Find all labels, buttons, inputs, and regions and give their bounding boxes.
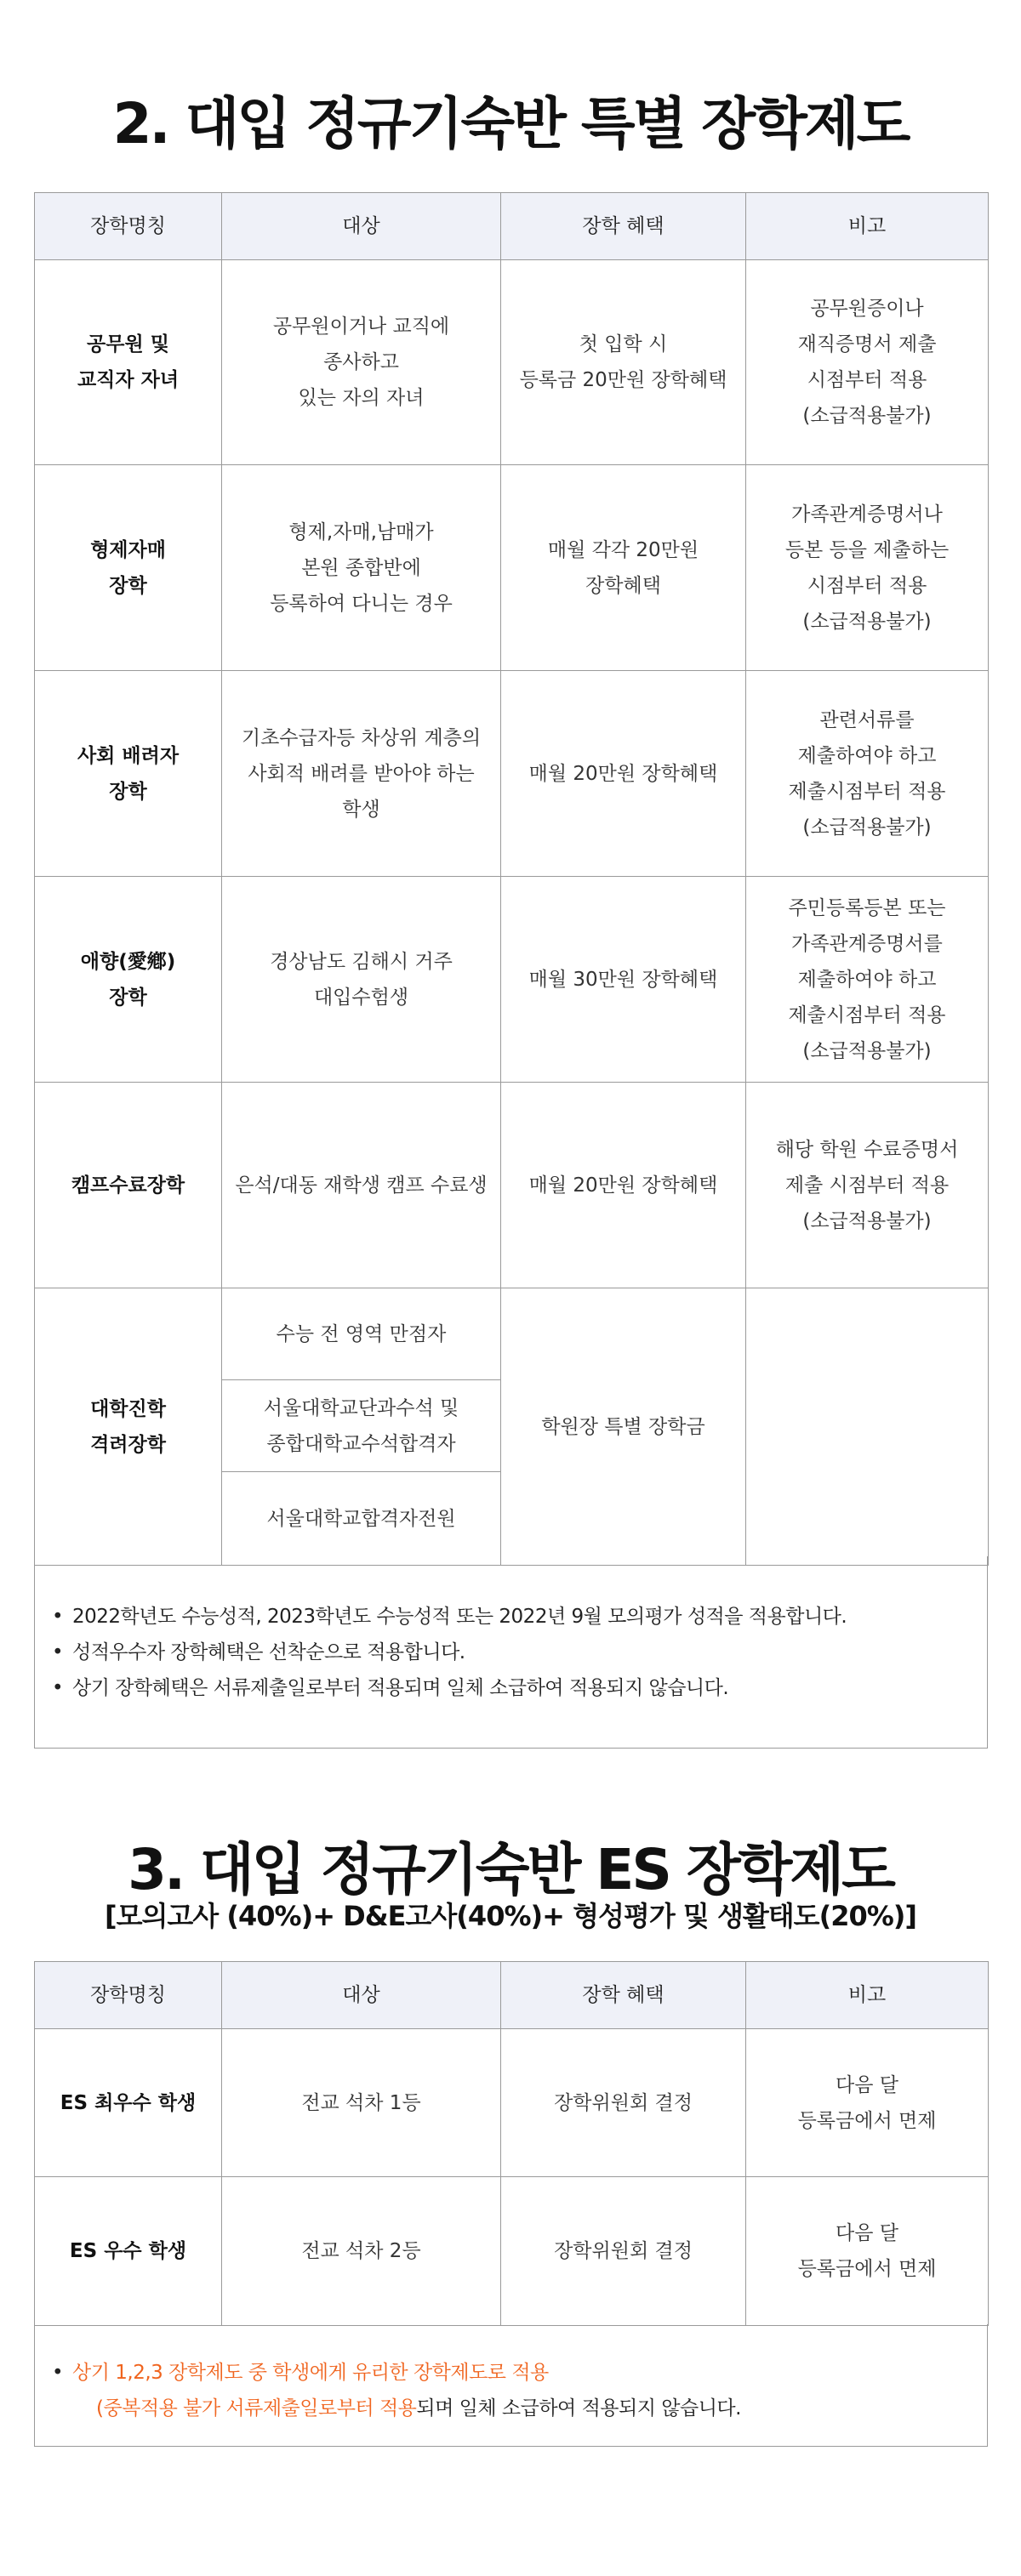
table-row bbox=[35, 1083, 989, 1288]
scholarship-name: 캠프수료장학 bbox=[35, 1083, 222, 1288]
note-item: • 성적우수자 장학혜택은 선착순으로 적용합니다. bbox=[72, 1635, 987, 1670]
scholarship-note: 관련서류를 제출하여야 하고 제출시점부터 적용 (소급적용불가) bbox=[746, 671, 989, 877]
note-highlight: (중복적용 불가 서류제출일로부터 적용 bbox=[96, 2397, 417, 2420]
section3-subtitle: [모의고사 (40%)+ D&E고사(40%)+ 형성평가 및 생활태도(20%)] bbox=[104, 1900, 917, 1932]
scholarship-target: 서울대학교단과수석 및 종합대학교수석합격자 bbox=[222, 1380, 501, 1472]
scholarship-target: 공무원이거나 교직에 종사하고 있는 자의 자녀 bbox=[222, 260, 501, 465]
scholarship-benefit: 학원장 특별 장학금 bbox=[501, 1288, 746, 1566]
scholarship-benefit: 매월 30만원 장학혜택 bbox=[501, 877, 746, 1083]
bullet-icon: • bbox=[52, 1606, 64, 1628]
scholarship-note: 가족관계증명서나 등본 등을 제출하는 시점부터 적용 (소급적용불가) bbox=[746, 465, 989, 671]
header-name: 장학명칭 bbox=[35, 193, 222, 260]
scholarship-target: 서울대학교합격자전원 bbox=[222, 1472, 501, 1566]
header-target: 대상 bbox=[222, 193, 501, 260]
section2-notes bbox=[34, 1556, 988, 1749]
scholarship-note: 다음 달 등록금에서 면제 bbox=[746, 2177, 989, 2326]
scholarship-target: 형제,자매,남매가 본원 종합반에 등록하여 다니는 경우 bbox=[222, 465, 501, 671]
scholarship-target: 수능 전 영역 만점자 bbox=[222, 1288, 501, 1380]
table-row bbox=[35, 877, 989, 1083]
header-benefit: 장학 혜택 bbox=[501, 193, 746, 260]
scholarship-note bbox=[746, 1288, 989, 1566]
scholarship-target: 경상남도 김해시 거주 대입수험생 bbox=[222, 877, 501, 1083]
note-item: • 상기 장학혜택은 서류제출일로부터 적용되며 일체 소급하여 적용되지 않습니다. bbox=[72, 1670, 987, 1706]
scholarship-name: 애향(愛鄕) 장학 bbox=[35, 877, 222, 1083]
note-item: • 2022학년도 수능성적, 2023학년도 수능성적 또는 2022년 9월 모의평가 성적을 적용합니다. bbox=[72, 1599, 987, 1635]
scholarship-benefit: 매월 각각 20만원 장학혜택 bbox=[501, 465, 746, 671]
scholarship-name: 사회 배려자 장학 bbox=[35, 671, 222, 877]
scholarship-benefit: 장학위원회 결정 bbox=[501, 2029, 746, 2177]
scholarship-benefit: 첫 입학 시 등록금 20만원 장학혜택 bbox=[501, 260, 746, 465]
header-note: 비고 bbox=[746, 193, 989, 260]
section2-title: 2. 대입 정규기숙반 특별 장학제도 bbox=[112, 91, 909, 156]
note-highlight: 상기 1,2,3 장학제도 중 학생에게 유리한 장학제도로 적용 bbox=[72, 2362, 549, 2384]
scholarship-target: 전교 석차 2등 bbox=[222, 2177, 501, 2326]
scholarship-target: 전교 석차 1등 bbox=[222, 2029, 501, 2177]
scholarship-name: 공무원 및 교직자 자녀 bbox=[35, 260, 222, 465]
bullet-icon: • bbox=[52, 2362, 64, 2384]
note-item bbox=[52, 2355, 987, 2426]
header-benefit: 장학 혜택 bbox=[501, 1962, 746, 2029]
bullet-icon: • bbox=[52, 1641, 64, 1663]
es-scholarship-table bbox=[34, 1961, 989, 2326]
scholarship-note: 해당 학원 수료증명서 제출 시점부터 적용 (소급적용불가) bbox=[746, 1083, 989, 1288]
header-note: 비고 bbox=[746, 1962, 989, 2029]
scholarship-benefit: 장학위원회 결정 bbox=[501, 2177, 746, 2326]
table-row bbox=[35, 671, 989, 877]
bullet-icon: • bbox=[52, 1677, 64, 1699]
note-text: 되며 일체 소급하여 적용되지 않습니다. bbox=[416, 2397, 741, 2420]
scholarship-name: ES 최우수 학생 bbox=[35, 2029, 222, 2177]
scholarship-note: 주민등록등본 또는 가족관계증명서를 제출하여야 하고 제출시점부터 적용 (소급적용불가) bbox=[746, 877, 989, 1083]
scholarship-name: 형제자매 장학 bbox=[35, 465, 222, 671]
header-target: 대상 bbox=[222, 1962, 501, 2029]
table-row bbox=[35, 465, 989, 671]
header-name: 장학명칭 bbox=[35, 1962, 222, 2029]
scholarship-target: 은석/대동 재학생 캠프 수료생 bbox=[222, 1083, 501, 1288]
table-row bbox=[35, 1288, 989, 1380]
table-header-row bbox=[35, 1962, 989, 2029]
section3-notes bbox=[34, 2324, 988, 2447]
special-scholarship-table bbox=[34, 192, 989, 1566]
section3-title: 3. 대입 정규기숙반 ES 장학제도 bbox=[128, 1837, 893, 1902]
scholarship-benefit: 매월 20만원 장학혜택 bbox=[501, 671, 746, 877]
table-row bbox=[35, 260, 989, 465]
scholarship-name: 대학진학 격려장학 bbox=[35, 1288, 222, 1566]
table-row bbox=[35, 2029, 989, 2177]
scholarship-note: 공무원증이나 재직증명서 제출 시점부터 적용 (소급적용불가) bbox=[746, 260, 989, 465]
table-row bbox=[35, 2177, 989, 2326]
scholarship-benefit: 매월 20만원 장학혜택 bbox=[501, 1083, 746, 1288]
scholarship-name: ES 우수 학생 bbox=[35, 2177, 222, 2326]
scholarship-note: 다음 달 등록금에서 면제 bbox=[746, 2029, 989, 2177]
scholarship-target: 기초수급자등 차상위 계층의 사회적 배려를 받아야 하는 학생 bbox=[222, 671, 501, 877]
table-header-row bbox=[35, 193, 989, 260]
